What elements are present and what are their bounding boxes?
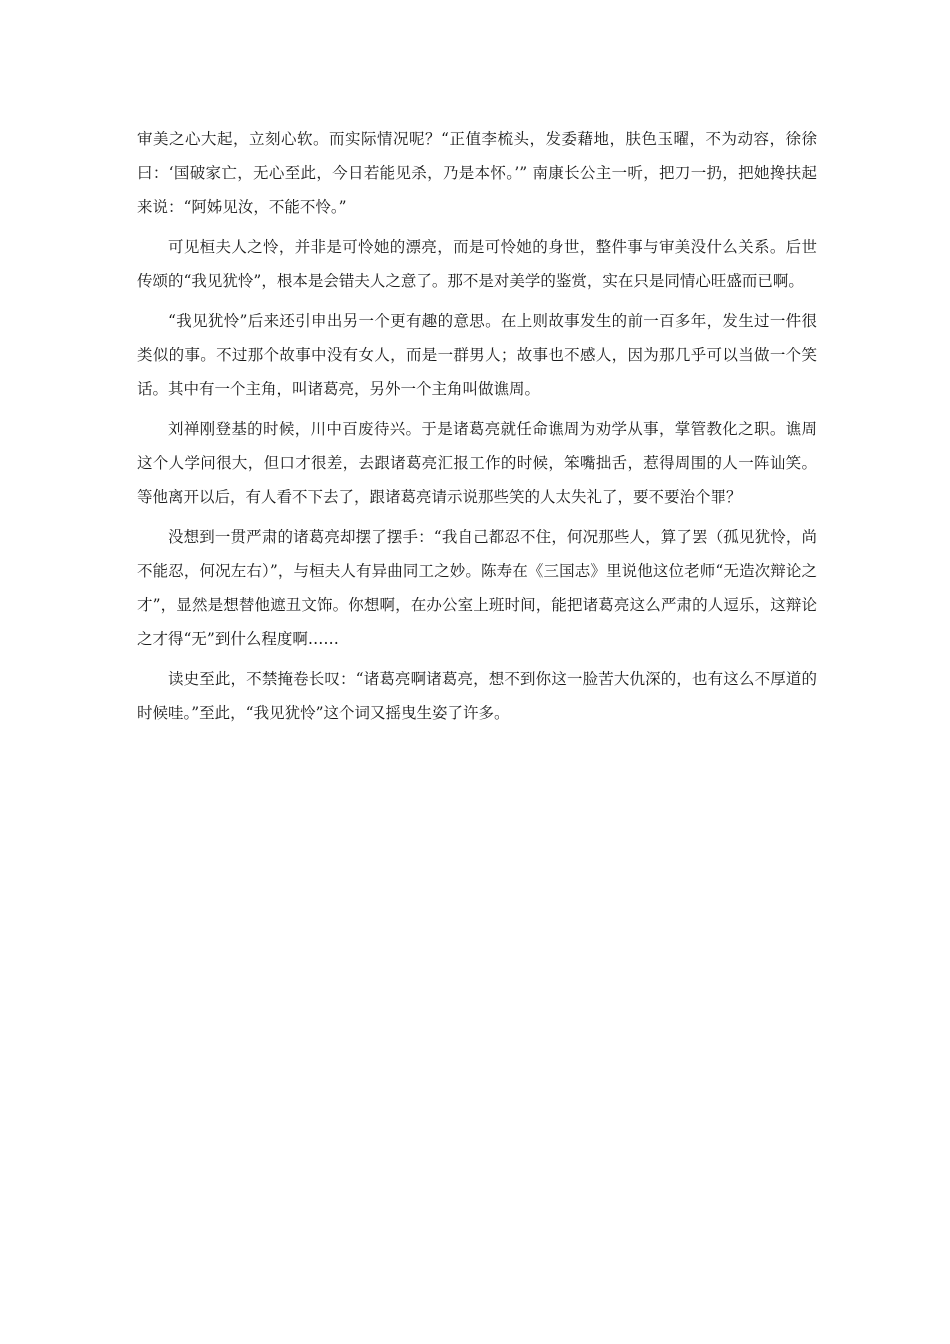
paragraph-2: 可见桓夫人之怜，并非是可怜她的漂亮，而是可怜她的身世，整件事与审美没什么关系。后世传颂的“我见犹怜”，根本是会错夫人之意了。那不是对美学的鉴赏，实在只是同情心旺盛而已啊。 xyxy=(137,238,817,290)
article-body xyxy=(137,122,817,736)
paragraph-1: 审美之心大起，立刻心软。而实际情况呢？“正值李梳头，发委藉地，肤色玉曜，不为动容，徐徐曰：‘国破家亡，无心至此，今日若能见杀，乃是本怀。’” 南康长公主一听，把刀一扔，把她搀扶起来说：“阿姊见汝，不能不怜。” xyxy=(137,130,817,216)
paragraph-4: 刘禅刚登基的时候，川中百废待兴。于是诸葛亮就任命谯周为劝学从事，掌管教化之职。谯周这个人学问很大，但口才很差，去跟诸葛亮汇报工作的时候，笨嘴拙舌，惹得周围的人一阵讪笑。等他离开以后，有人看不下去了，跟诸葛亮请示说那些笑的人太失礼了，要不要治个罪？ xyxy=(137,420,817,506)
paragraph-3: “我见犹怜”后来还引申出另一个更有趣的意思。在上则故事发生的前一百多年，发生过一件很类似的事。不过那个故事中没有女人，而是一群男人；故事也不感人，因为那几乎可以当做一个笑话。其中有一个主角，叫诸葛亮，另外一个主角叫做谯周。 xyxy=(137,312,817,398)
paragraph-5: 没想到一贯严肃的诸葛亮却摆了摆手：“我自己都忍不住，何况那些人，算了罢（孤见犹怜，尚不能忍，何况左右）”，与桓夫人有异曲同工之妙。陈寿在《三国志》里说他这位老师“无造次辩论之才”，显然是想替他遮丑文饰。你想啊，在办公室上班时间，能把诸葛亮这么严肃的人逗乐，这辩论之才得“无”到什么程度啊…… xyxy=(137,528,817,648)
paragraph-6: 读史至此，不禁掩卷长叹：“诸葛亮啊诸葛亮，想不到你这一脸苦大仇深的，也有这么不厚道的时候哇。”至此，“我见犹怜”这个词又摇曳生姿了许多。 xyxy=(137,670,817,722)
